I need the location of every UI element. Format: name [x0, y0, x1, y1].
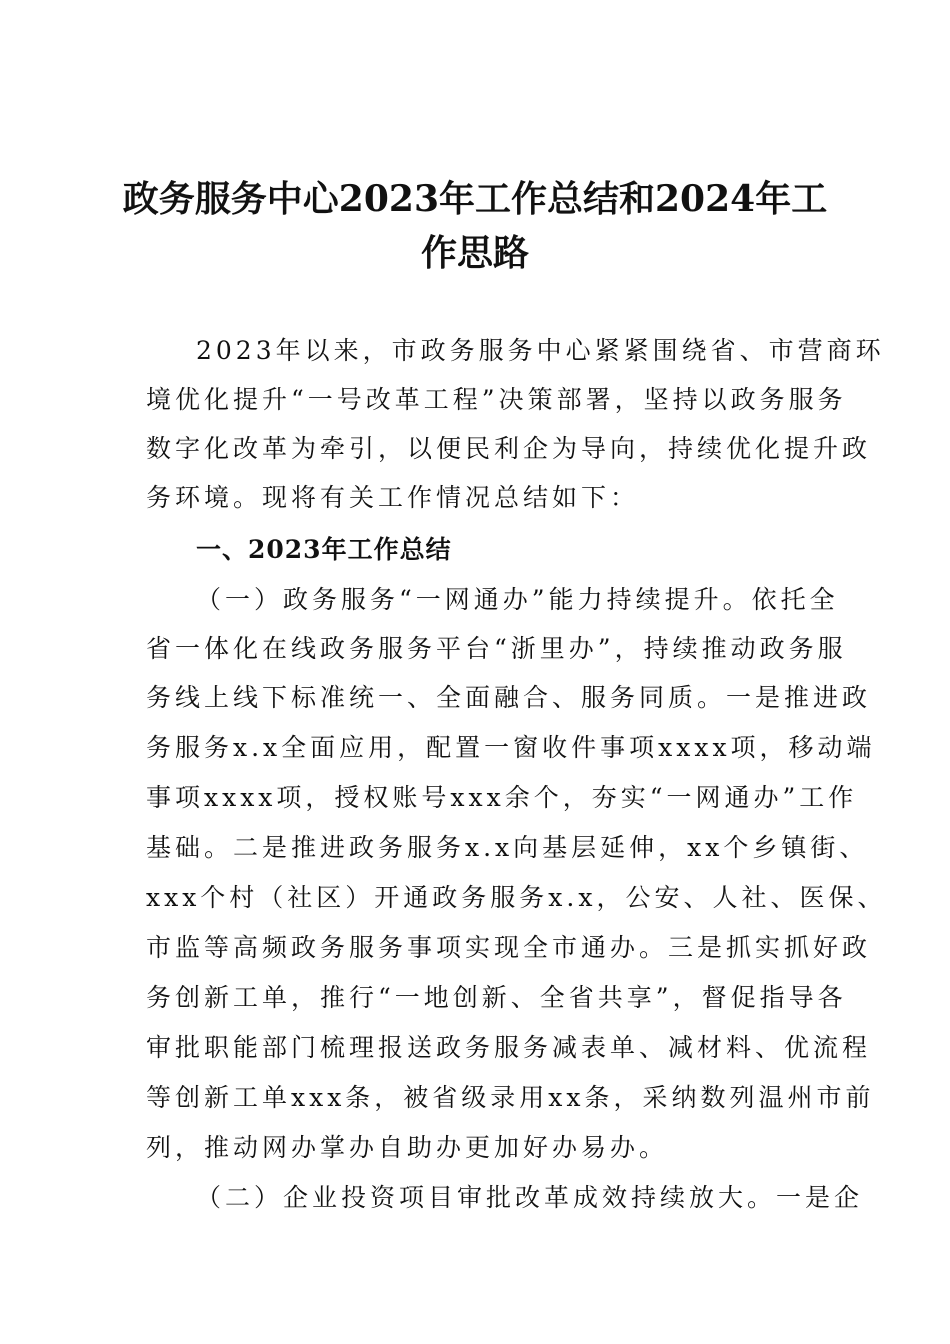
paragraph-line: （二）企业投资项目审批改革成效持续放大。一是企: [196, 1183, 864, 1212]
title-line-1: 政务服务中心2023年工作总结和2024年工: [122, 178, 828, 220]
paragraph-line: 事项xxxx项，授权账号xxx余个，夯实“一网通办”工作: [146, 783, 858, 812]
paragraph-line: 列，推动网办掌办自助办更加好办易办。: [146, 1133, 669, 1162]
paragraph-line: 基础。二是推进政务服务x.x向基层延伸，xx个乡镇街、: [146, 833, 869, 862]
paragraph-line: （一）政务服务“一网通办”能力持续提升。依托全: [196, 585, 839, 614]
paragraph-line: 务服务x.x全面应用，配置一窗收件事项xxxx项，移动端: [146, 733, 876, 762]
title-line-2: 作思路: [420, 232, 529, 274]
paragraph-line: 市监等高频政务服务事项实现全市通办。三是抓实抓好政: [146, 933, 872, 962]
section-heading: 一、2023年工作总结: [196, 535, 452, 564]
paragraph-line: 境优化提升“一号改革工程”决策部署，坚持以政务服务: [146, 385, 847, 414]
paragraph-line: 2023年以来，市政务服务中心紧紧围绕省、市营商环: [196, 336, 885, 365]
document-title: [120, 172, 830, 280]
paragraph-line: 等创新工单xxx条，被省级录用xx条，采纳数列温州市前: [146, 1083, 875, 1112]
paragraph-line: 审批职能部门梳理报送政务服务减表单、减材料、优流程: [146, 1033, 872, 1062]
paragraph-line: 务环境。现将有关工作情况总结如下：: [146, 483, 640, 512]
paragraph-line: 数字化改革为牵引，以便民利企为导向，持续优化提升政: [146, 434, 872, 463]
paragraph-line: 务线上线下标准统一、全面融合、服务同质。一是推进政: [146, 683, 872, 712]
paragraph-line: 省一体化在线政务服务平台“浙里办”，持续推动政务服: [146, 634, 847, 663]
paragraph-line: 务创新工单，推行“一地创新、全省共享”，督促指导各: [146, 983, 847, 1012]
paragraph-line: xxx个村（社区）开通政务服务x.x，公安、人社、医保、: [146, 883, 887, 912]
